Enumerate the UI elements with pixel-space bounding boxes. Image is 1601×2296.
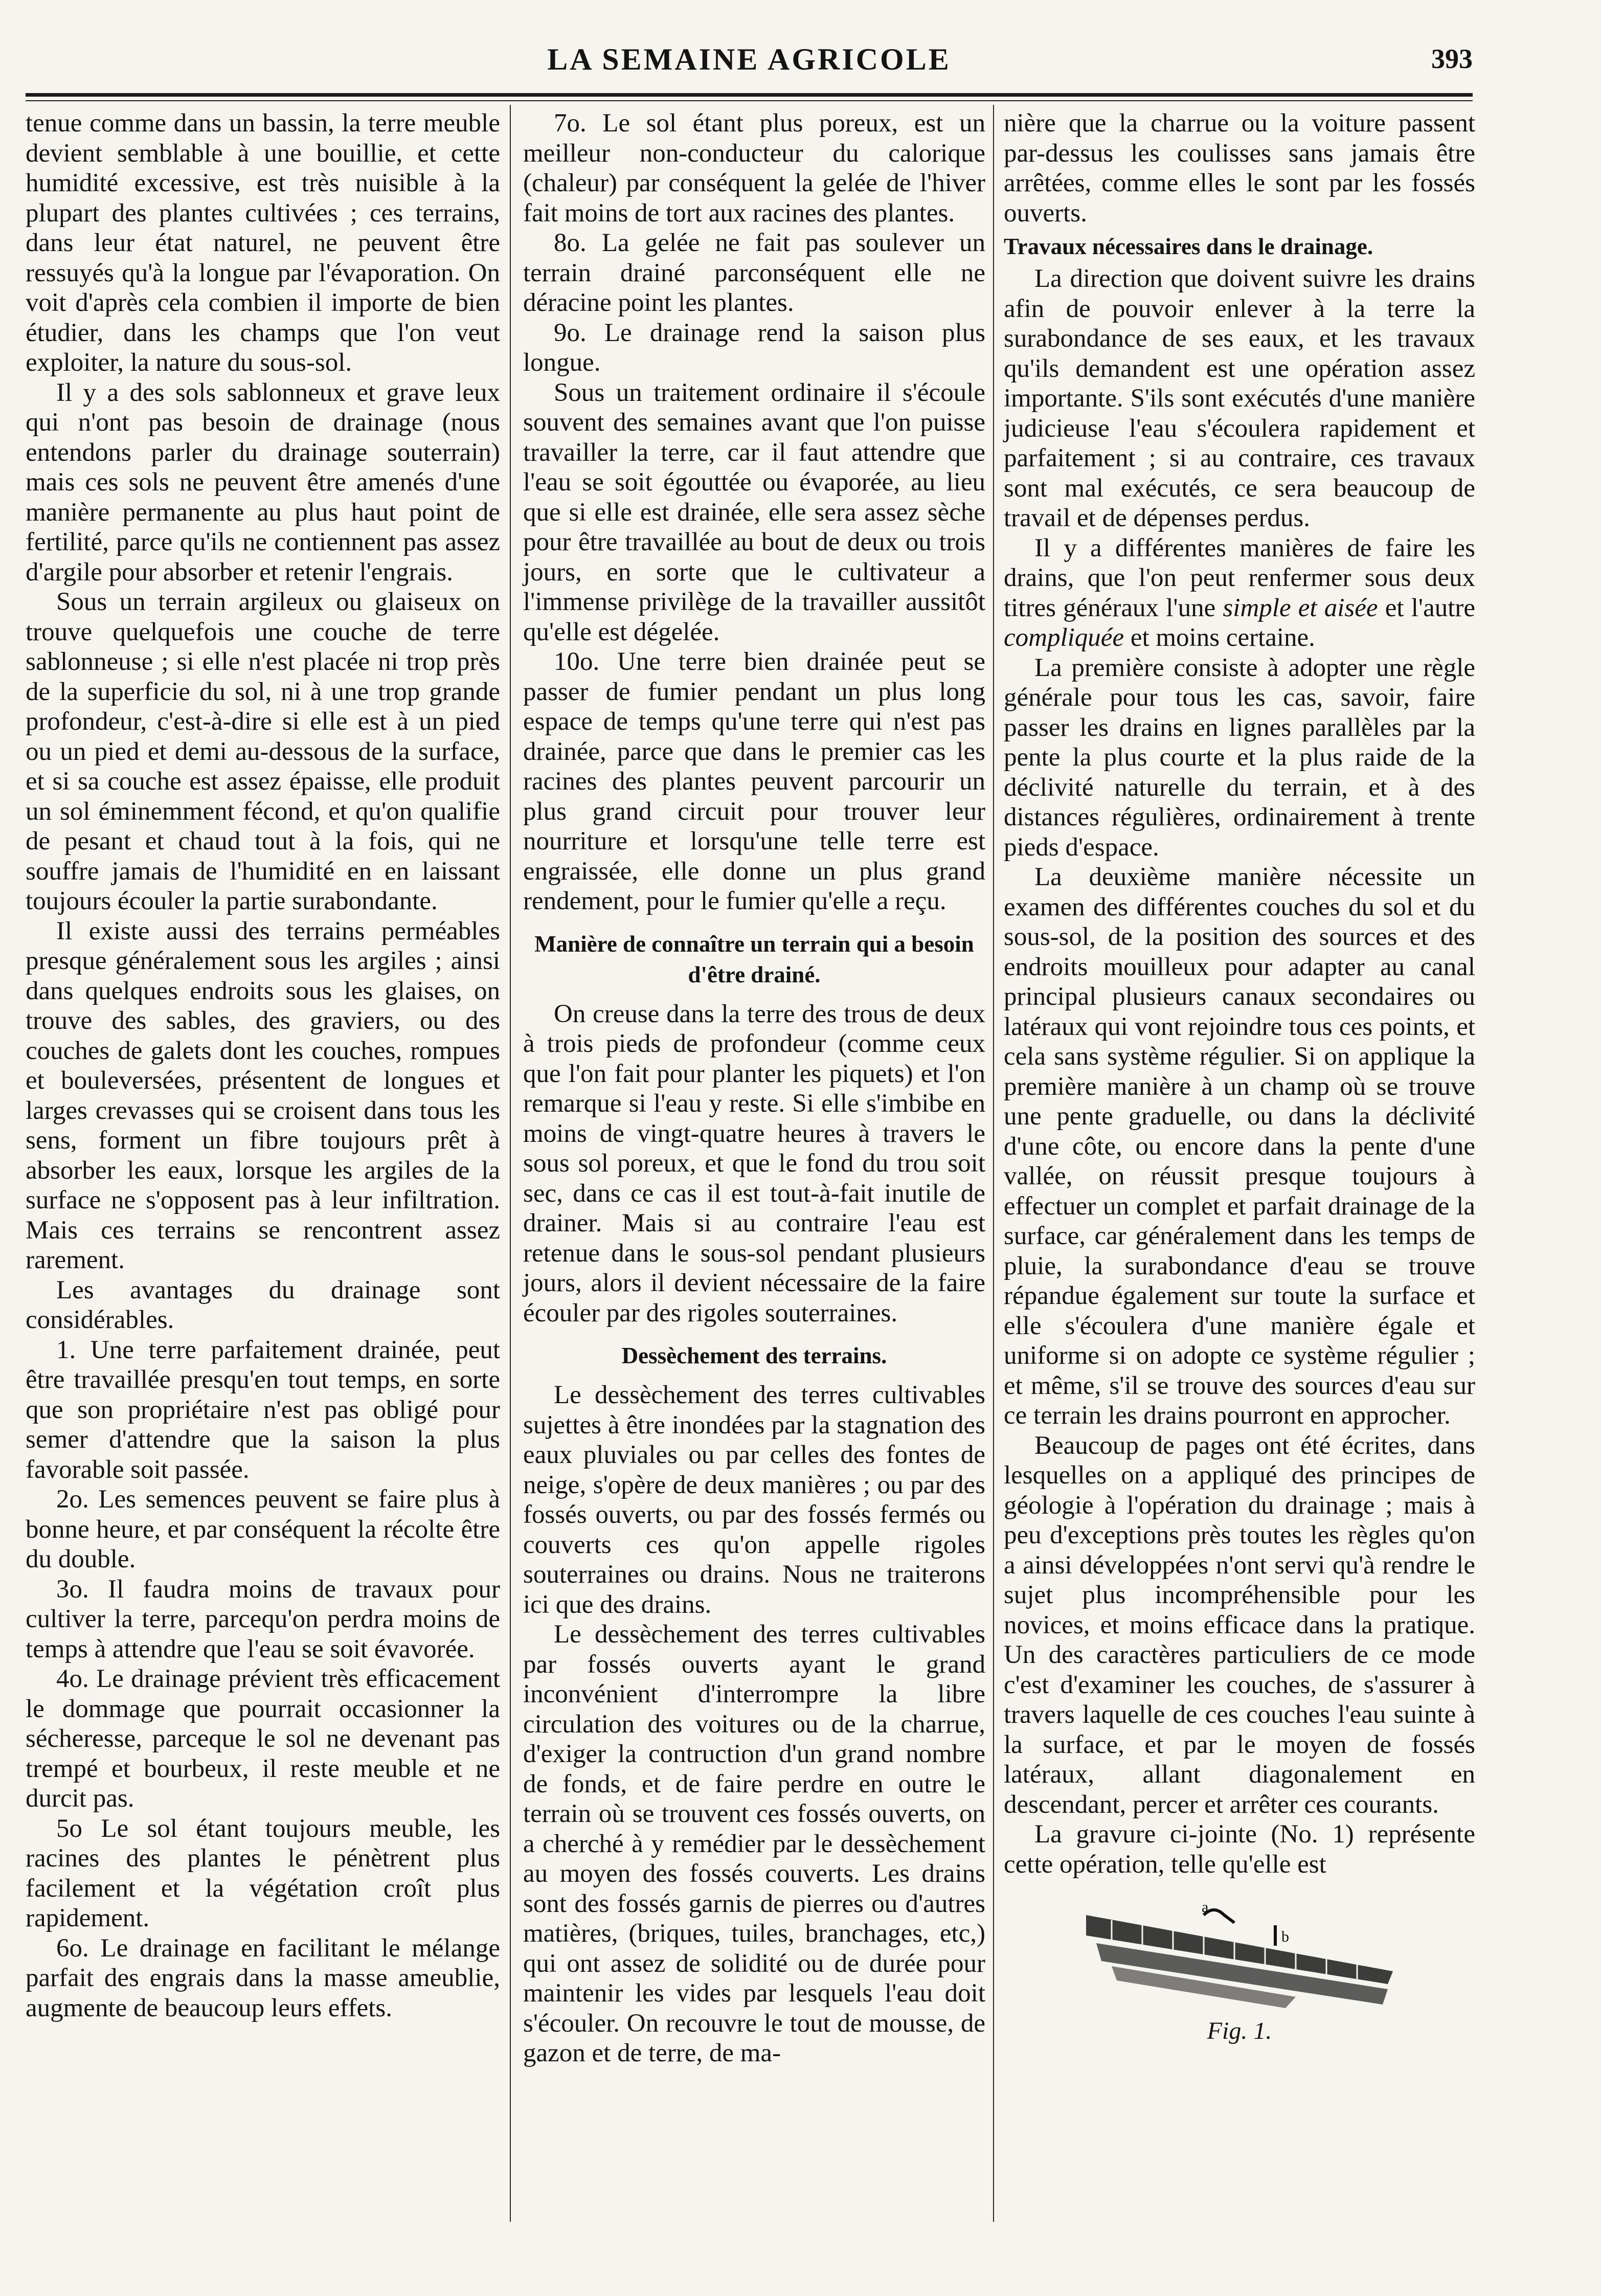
paragraph: 4o. Le drainage prévient très efficacement le dommage que pourrait occasionner la sécheresse, parceque le sol ne devenant pas trempé et bourbeux, il reste meuble et ne durcit pas. [26, 1664, 500, 1813]
paragraph: nière que la charrue ou la voiture passent par-dessus les coulisses sans jamais être arrêtées, comme elles le sont par les fossés ouverts. [1004, 109, 1475, 228]
emphasis: compliquée [1004, 623, 1124, 652]
paragraph: Il existe aussi des terrains perméables presque généralement sous les argiles ; ainsi dans quelques endroits sous les glaises, on trouve des sables, des graviers, ou des couches de galets dont les couches, rompues et bouleversées, présentent de longues et larges crevasses qui se croisent dans tous les sens, forment un fibre toujours prêt à absorber les eaux, lorsque les argiles de la surface ne s'opposent pas à leur infiltration. Mais ces terrains se rencontrent assez rarement. [26, 916, 500, 1274]
paragraph: La deuxième manière nécessite un examen des différentes couches du sol et du sous-sol, de la position des sources et des endroits mouilleux pour adapter au canal principal plusieurs canaux secondaires ou latéraux qui vont rejoindre tous ces points, et cela sans système régulier. Si on applique la première manière à un champ où se trouve une pente graduelle, ou dans la déclivité d'une côte, ou encore dans la pente d'une vallée, on réussit presque toujours à effectuer un complet et parfait drainage de la surface, car généralement dans les temps de pluie, la surabondance d'eau se trouve répandue également sur toute la surface et elle s'écoulera d'une manière égale et uniforme si on adopte ce système régulier ; et même, s'il se trouve des sources d'eau sur ce terrain les drains pourront en approcher. [1004, 863, 1475, 1430]
paragraph: Les avantages du drainage sont considérables. [26, 1275, 500, 1334]
text-run: et l'autre [1378, 593, 1476, 622]
section-heading: Travaux nécessaires dans le drainage. [1004, 234, 1373, 259]
header-rule-thin [26, 100, 1473, 101]
paragraph: tenue comme dans un bassin, la terre meuble devient semblable à une bouillie, et cette humidité excessive, est très nuisible à la plupart des plantes cultivées ; ces terrains, dans leur état naturel, ne peuvent être ressuyés qu'à la longue par l'évaporation. On voit d'après cela combien il importe de bien étudier, dans les champs que l'on veut exploiter, la nature du sous-sol. [26, 109, 500, 377]
paragraph: 8o. La gelée ne fait pas soulever un terrain drainé parconséquent elle ne déracine point les plantes. [523, 229, 985, 317]
text-run: et moins certaine. [1124, 623, 1315, 652]
paragraph: On creuse dans la terre des trous de deux à trois pieds de profondeur (comme ceux que l'on fait pour planter les piquets) et l'on remarque si l'eau y reste. Si elle s'imbibe en moins de vingt-quatre heures à travers le sous sol poreux, et que le fond du trou soit sec, dans ce cas il est tout-à-fait inutile de drainer. Mais si au contraire l'eau est retenue dans le sous-sol pendant plusieurs jours, alors il devient nécessaire de la faire écouler par des rigoles souterraines. [523, 999, 985, 1327]
drainage-engraving [1081, 1895, 1398, 2012]
paragraph: Le dessèchement des terres cultivables sujettes à être inondées par la stagnation des eaux pluviales ou par celles des fontes de neige, s'opère de deux manières ; ou par des fossés ouverts, ou par des fossés fermés ou couverts ces qu'on appelle rigoles souterraines ou drains. Nous ne traiterons ici que des drains. [523, 1381, 985, 1619]
column-separator-2 [993, 105, 994, 2222]
paragraph: 9o. Le drainage rend la saison plus longue. [523, 318, 985, 377]
column-separator-1 [510, 105, 511, 2222]
paragraph: 3o. Il faudra moins de travaux pour cultiver la terre, parcequ'on perdra moins de temps à attendre que l'eau se soit évavorée. [26, 1574, 500, 1663]
column-1 [26, 108, 500, 2023]
paragraph: Le dessèchement des terres cultivables par fossés ouverts ayant le grand inconvénient d'interrompre la libre circulation des voitures ou de la charrue, d'exiger la contruction d'un grand nombre de fonds, et de faire perdre en outre le terrain où se trouvent ces fossés ouverts, on a cherché à y remédier par le dessèchement au moyen des fossés couverts. Les drains sont des fossés garnis de pierres ou d'autres matières, (briques, tuiles, branchages, etc,) qui ont assez de solidité ou de durée pour maintenir les vides par lesquels l'eau doit s'écouler. On recouvre le tout de mousse, de gazon et de terre, de ma- [523, 1620, 985, 2067]
paragraph: 7o. Le sol étant plus poreux, est un meilleur non-conducteur du calorique (chaleur) par conséquent la gelée de l'hiver fait moins de tort aux racines des plantes. [523, 109, 985, 228]
paragraph: La gravure ci-jointe (No. 1) représente cette opération, telle qu'elle est [1004, 1820, 1475, 1879]
svg-text:a: a [1202, 1899, 1209, 1916]
figure-caption: Fig. 1. [1207, 2017, 1272, 2044]
page-header [26, 42, 1473, 88]
paragraph: Sous un traitement ordinaire il s'écoule souvent des semaines avant que l'on puisse travailler la terre, car il faut attendre que l'eau se soit égouttée ou évaporée, au lieu que si elle est drainée, elle sera assez sèche pour être travaillée au bout de deux ou trois jours, en sorte que le cultivateur a l'immense privilège de la travailler aussitôt qu'elle est dégelée. [523, 378, 985, 646]
running-title: LA SEMAINE AGRICOLE [547, 42, 951, 76]
paragraph: La direction que doivent suivre les drains afin de pouvoir enlever à la terre la surabondance de ses eaux, et les travaux qu'ils demandent est une opération assez importante. S'ils sont exécutés d'une manière judicieuse l'eau s'écoulera rapidement et parfaitement ; si au contraire, ces travaux sont mal exécutés, ce sera beaucoup de travail et de dépenses perdus. [1004, 264, 1475, 532]
paragraph: 2o. Les semences peuvent se faire plus à bonne heure, et par conséquent la récolte être du double. [26, 1485, 500, 1573]
paragraph: Il y a des sols sablonneux et grave leux qui n'ont pas besoin de drainage (nous entendons parler du drainage souterrain) mais ces sols ne peuvent être amenés d'une manière permanente au plus haut point de fertilité, parce qu'ils ne contiennent pas assez d'argile pour absorber et retenir l'engrais. [26, 378, 500, 587]
paragraph: La première consiste à adopter une règle générale pour tous les cas, savoir, faire passer les drains en lignes parallèles par la pente la plus courte et la plus raide de la déclivité naturelle du terrain, et à des distances régulières, ordinairement à trente pieds d'espace. [1004, 653, 1475, 862]
header-rule-thick [26, 93, 1473, 97]
column-3 [1004, 108, 1475, 2046]
paragraph: 5o Le sol étant toujours meuble, les racines des plantes le pénètrent plus facilement et la végétation croît plus rapidement. [26, 1814, 500, 1932]
paragraph [1004, 533, 1475, 653]
figure-1 [1004, 1895, 1475, 2046]
paragraph: 10o. Une terre bien drainée peut se passer de fumier pendant un plus long espace de temps qu'une terre qui n'est pas drainée, parce que dans le premier cas les racines des plantes peuvent parcourir un plus grand circuit pour trouver leur nourriture et lorsqu'une telle terre est engraissée, elle donne un plus grand rendement, pour le fumier qu'elle a reçu. [523, 647, 985, 915]
emphasis: simple et aisée [1223, 593, 1378, 622]
svg-text:b: b [1281, 1928, 1289, 1945]
page-number: 393 [1431, 43, 1473, 74]
section-heading: Dessèchement des terrains. [621, 1343, 887, 1368]
text-run: Il y a différentes manières de faire les drains, que l'on peut renfermer sous deux titres généraux l'une [1004, 533, 1475, 622]
paragraph: Beaucoup de pages ont été écrites, dans lesquelles on a appliqué des principes de géologie à l'opération du drainage ; mais à peu d'exceptions près toutes les règles qu'on a ainsi développées n'ont servi qu'à rendre le sujet plus incompréhensible pour les novices, et moins efficace dans la pratique. Un des caractères particuliers de ce mode c'est d'examiner les couches, de s'assurer à travers laquelle de ces couches l'eau suinte à la surface, et par le moyen de fossés latéraux, allant diagonalement en descendant, percer et arrêter ces courants. [1004, 1431, 1475, 1819]
paragraph: 1. Une terre parfaitement drainée, peut être travaillée presqu'en tout temps, en sorte que son propriétaire n'est pas obligé pour semer d'attendre que la saison la plus favorable soit passée. [26, 1335, 500, 1484]
section-heading: Manière de connaître un terrain qui a besoin d'être drainé. [534, 931, 974, 987]
paragraph: Sous un terrain argileux ou glaiseux on trouve quelquefois une couche de terre sablonneuse ; si elle n'est placée ni trop près de la superficie du sol, ni à une trop grande profondeur, c'est-à-dire si elle est à un pied ou un pied et demi au-dessous de la surface, et si sa couche est assez épaisse, elle produit un sol éminemment fécond, et qu'on qualifie de pesant et chaud tout à la fois, qui ne souffre jamais de l'humidité en en laissant toujours écouler la partie surabondante. [26, 588, 500, 915]
paragraph: 6o. Le drainage en facilitant le mélange parfait des engrais dans la masse ameublie, augmente de beaucoup leurs effets. [26, 1933, 500, 2022]
column-2 [523, 108, 985, 2068]
